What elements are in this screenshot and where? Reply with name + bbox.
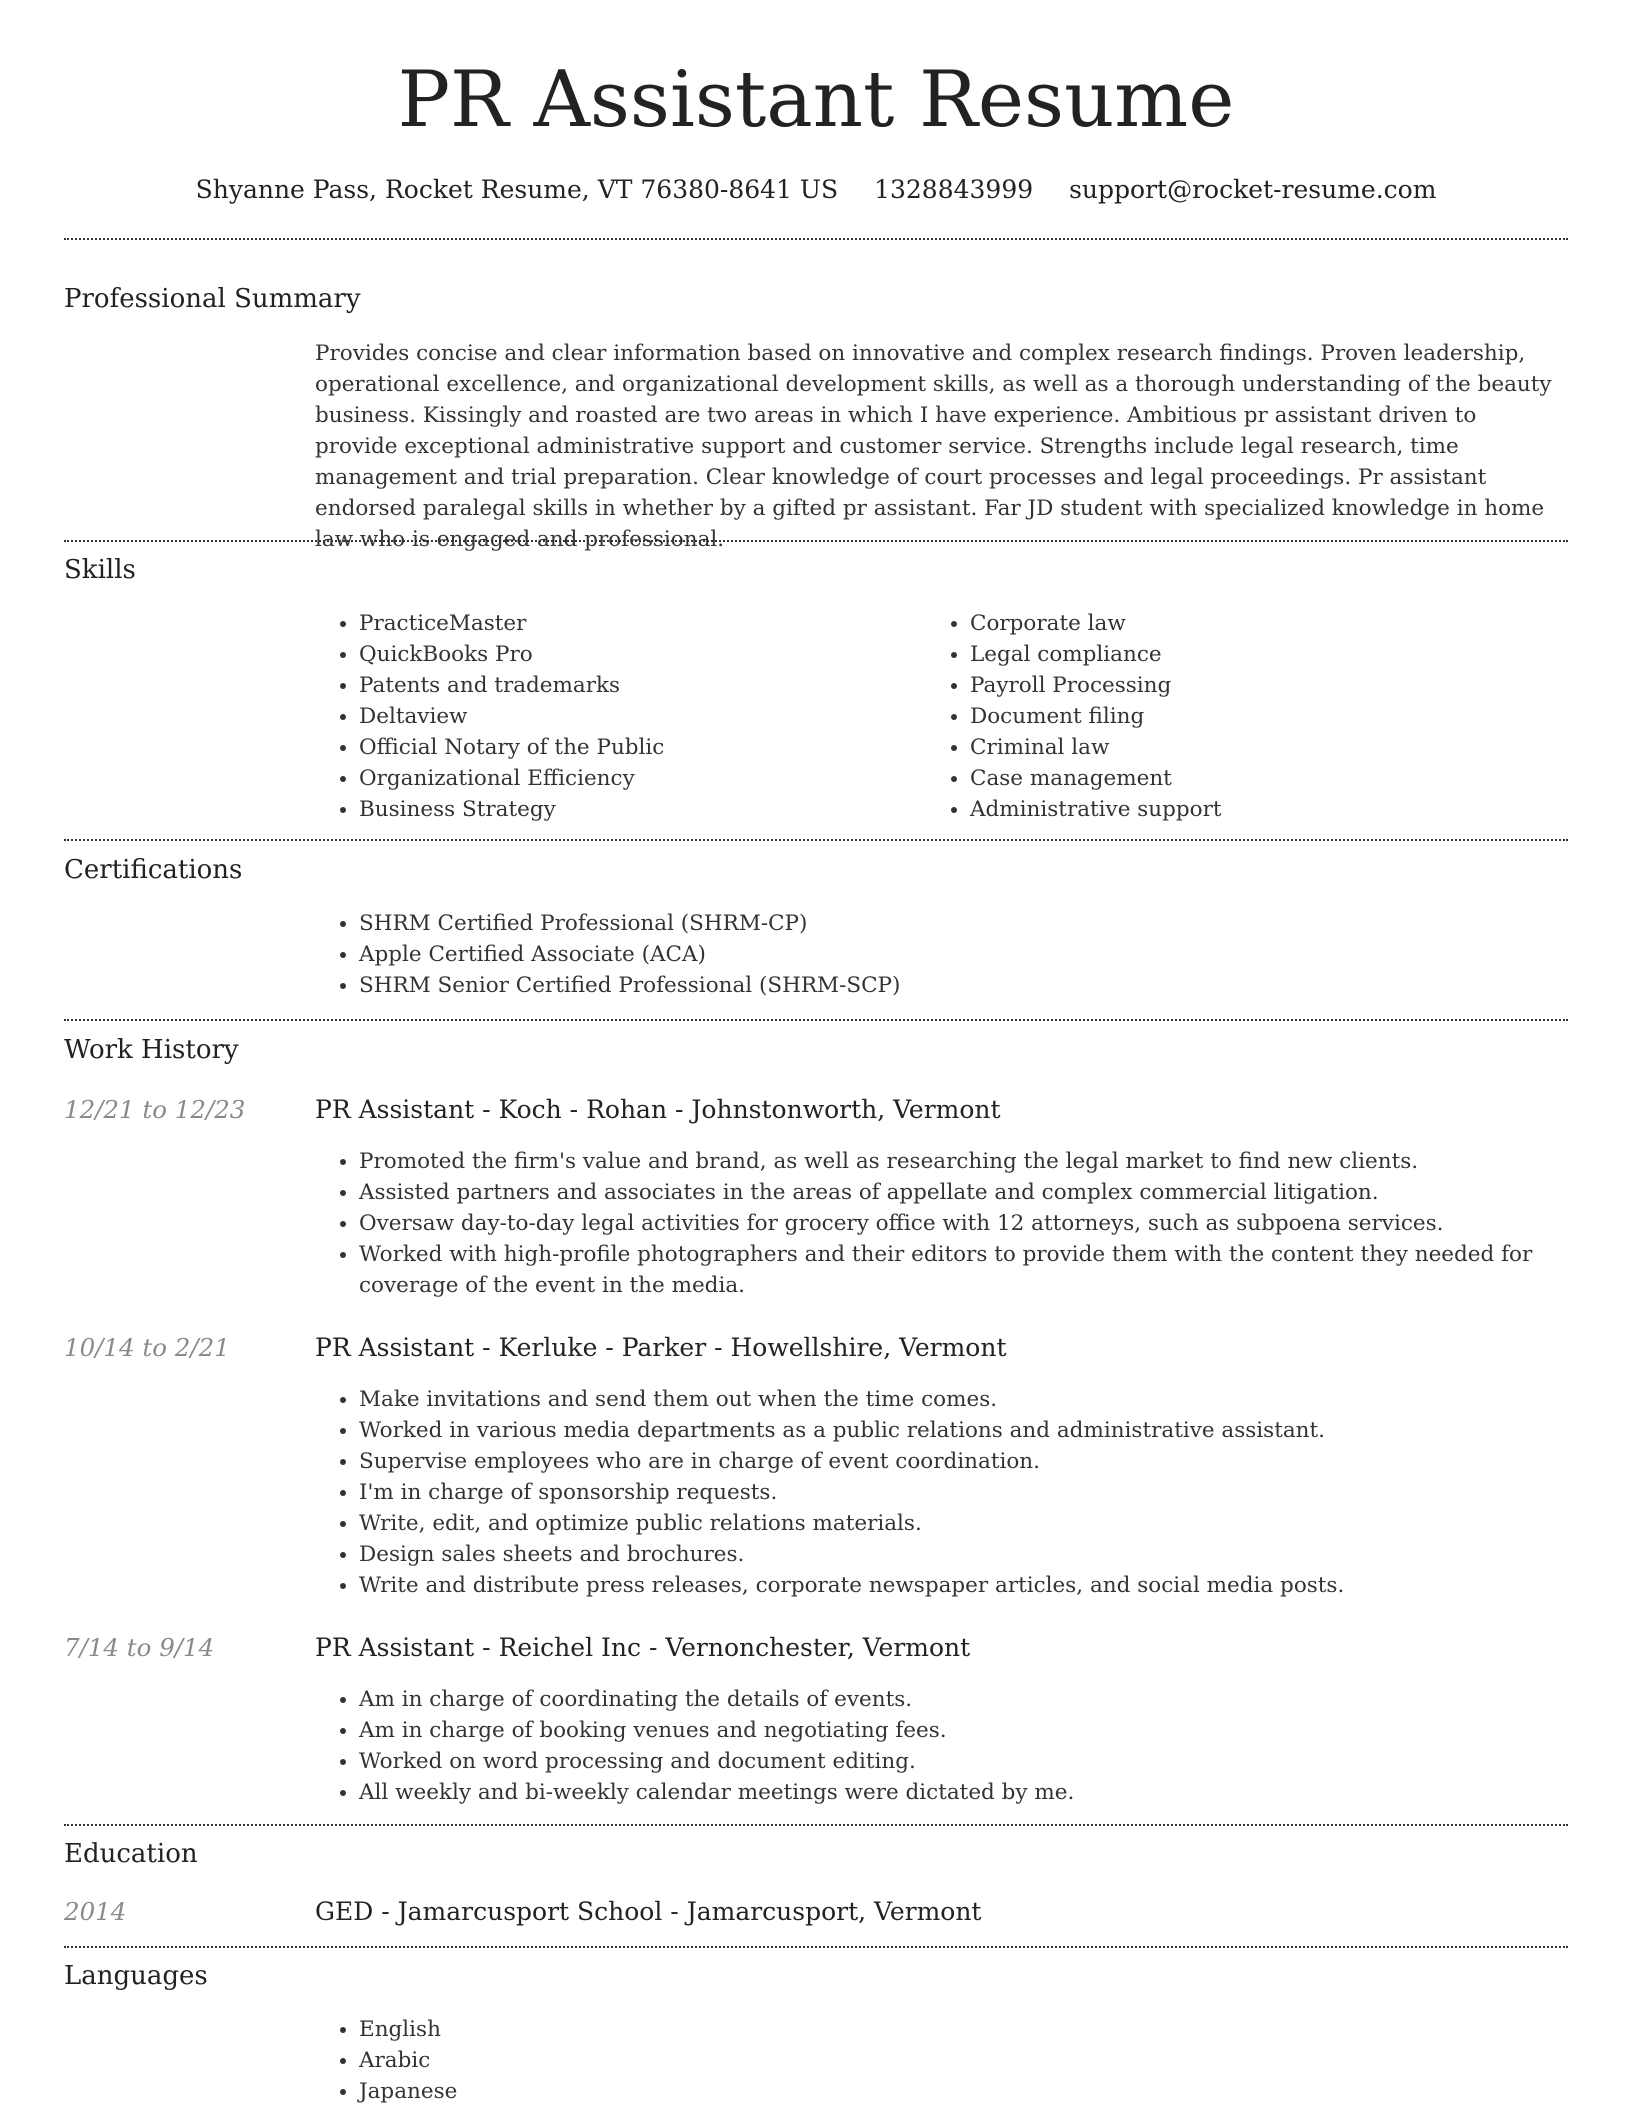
job-title: PR Assistant - Koch - Rohan - Johnstonworth, Vermont <box>315 1095 1001 1124</box>
list-item: • Official Notary of the Public <box>359 732 919 763</box>
section-title-summary: Professional Summary <box>64 284 361 314</box>
divider <box>64 1019 1568 1021</box>
list-item: • Legal compliance <box>970 639 1570 670</box>
list-item: • All weekly and bi-weekly calendar meetings were dictated by me. <box>359 1777 1609 1808</box>
list-item: • Corporate law <box>970 608 1570 639</box>
list-item: • Oversaw day-to-day legal activities for grocery office with 12 attorneys, such as subpoena services. <box>359 1208 1609 1239</box>
list-item: • Administrative support <box>970 794 1570 825</box>
list-item: • Deltaview <box>359 701 919 732</box>
skills-list-right <box>926 608 1570 825</box>
list-item: • English <box>359 2014 1159 2045</box>
list-item: • Organizational Efficiency <box>359 763 919 794</box>
job-bullets <box>315 1146 1609 1301</box>
list-item: • Worked on word processing and document editing. <box>359 1746 1609 1777</box>
list-item: • Assisted partners and associates in the areas of appellate and complex commercial litigation. <box>359 1177 1609 1208</box>
resume-title: PR Assistant Resume <box>397 55 1235 145</box>
education-date: 2014 <box>64 1897 127 1926</box>
section-title-work-history: Work History <box>64 1035 239 1065</box>
list-item: • Am in charge of booking venues and negotiating fees. <box>359 1715 1609 1746</box>
job-dates: 10/14 to 2/21 <box>64 1333 230 1362</box>
job-dates: 7/14 to 9/14 <box>64 1633 215 1662</box>
contact-line <box>0 170 1632 210</box>
languages-list <box>315 2014 1159 2107</box>
list-item: • Write, edit, and optimize public relations materials. <box>359 1508 1609 1539</box>
list-item: • Make invitations and send them out when the time comes. <box>359 1384 1609 1415</box>
list-item: • Promoted the firm's value and brand, as well as researching the legal market to find new clients. <box>359 1146 1609 1177</box>
list-item: • Write and distribute press releases, corporate newspaper articles, and social media posts. <box>359 1570 1609 1601</box>
job-title: PR Assistant - Reichel Inc - Vernonchester, Vermont <box>315 1633 971 1662</box>
section-title-languages: Languages <box>64 1961 208 1991</box>
section-title-certifications: Certifications <box>64 855 243 885</box>
education-degree: GED - Jamarcusport School - Jamarcusport, Vermont <box>315 1897 982 1926</box>
job-bullets <box>315 1384 1609 1601</box>
job-title: PR Assistant - Kerluke - Parker - Howellshire, Vermont <box>315 1333 1007 1362</box>
job-bullets <box>315 1684 1609 1808</box>
list-item: • Supervise employees who are in charge of event coordination. <box>359 1446 1609 1477</box>
contact-address: Shyanne Pass, Rocket Resume, VT 76380-8641 US <box>195 175 839 204</box>
list-item: • I'm in charge of sponsorship requests. <box>359 1477 1609 1508</box>
list-item: • Document filing <box>970 701 1570 732</box>
list-item: • Arabic <box>359 2045 1159 2076</box>
summary-text: Provides concise and clear information based on innovative and complex research findings. Proven leadership, operational excellence, and organizational development skills, as well as a thorough understanding of the beauty business. Kissingly and roasted are two areas in which I have experience. Ambitious pr assistant driven to provide exceptional administrative support and customer service. Strengths include legal research, time management and trial preparation. Clear knowledge of court processes and legal proceedings. Pr assistant endorsed paralegal skills in whether by a gifted pr assistant. Far JD student with specialized knowledge in home law who is engaged and professional. <box>315 341 1552 552</box>
list-item: • Criminal law <box>970 732 1570 763</box>
list-item: • Japanese <box>359 2076 1159 2107</box>
list-item: • SHRM Certified Professional (SHRM-CP) <box>359 908 1559 939</box>
list-item: • Business Strategy <box>359 794 919 825</box>
list-item: • Worked with high-profile photographers and their editors to provide them with the content they needed for coverage of the event in the media. <box>359 1239 1609 1301</box>
list-item: • Patents and trademarks <box>359 670 919 701</box>
divider <box>64 839 1568 841</box>
divider <box>64 238 1568 240</box>
divider <box>64 1946 1568 1948</box>
section-title-education: Education <box>64 1839 198 1869</box>
divider <box>64 540 1568 542</box>
contact-phone: 1328843999 <box>874 175 1034 204</box>
list-item: • QuickBooks Pro <box>359 639 919 670</box>
list-item: • Payroll Processing <box>970 670 1570 701</box>
list-item: • Apple Certified Associate (ACA) <box>359 939 1559 970</box>
divider <box>64 1824 1568 1826</box>
section-title-skills: Skills <box>64 555 136 585</box>
list-item: • SHRM Senior Certified Professional (SHRM-SCP) <box>359 970 1559 1001</box>
list-item: • PracticeMaster <box>359 608 919 639</box>
contact-email: support@rocket-resume.com <box>1069 175 1437 204</box>
skills-list-left <box>315 608 919 825</box>
job-dates: 12/21 to 12/23 <box>64 1095 246 1124</box>
list-item: • Am in charge of coordinating the details of events. <box>359 1684 1609 1715</box>
list-item: • Case management <box>970 763 1570 794</box>
list-item: • Design sales sheets and brochures. <box>359 1539 1609 1570</box>
certifications-list <box>315 908 1559 1001</box>
list-item: • Worked in various media departments as a public relations and administrative assistant. <box>359 1415 1609 1446</box>
